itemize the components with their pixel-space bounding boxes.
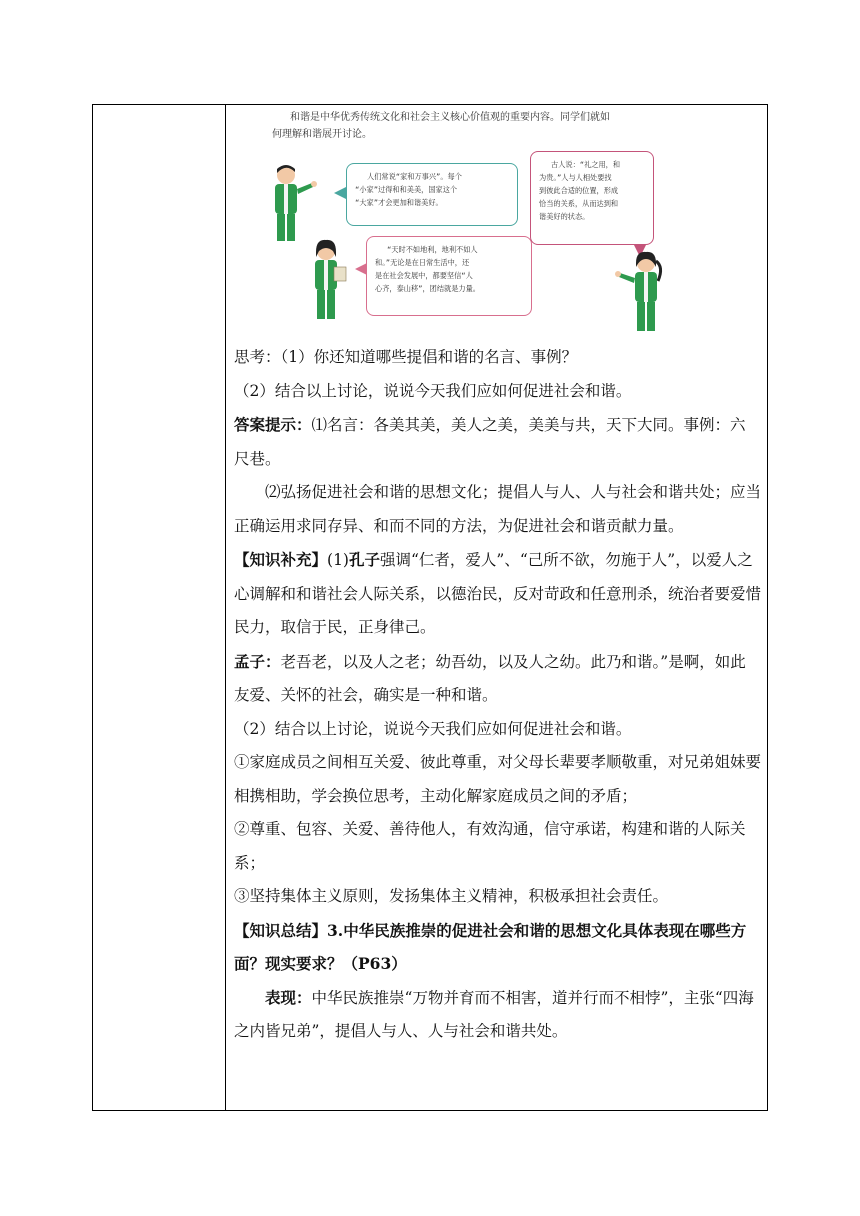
answer-part-2: ⑵弘扬促进社会和谐的思想文化；提倡人与人、人与社会和谐共处；应当正确运用求同存异、和而不同的方法，为促进社会和谐贡献力量。 bbox=[234, 483, 762, 535]
point-family: ①家庭成员之间相互关爱、彼此尊重，对父母长辈要孝顺敬重，对兄弟姐妹要相携相助，学会换位思考，主动化解家庭成员之间的矛盾； bbox=[234, 753, 762, 805]
content-table bbox=[92, 104, 768, 1111]
knowledge-summary bbox=[234, 914, 761, 981]
think-question-1: 思考：（1）你还知道哪些提倡和谐的名言、事例？ bbox=[234, 348, 578, 366]
mengzi-paragraph bbox=[234, 645, 761, 713]
supplement-label: 【知识补充】 bbox=[234, 550, 328, 569]
bubble-line: 是在社会发展中，都要坚信“人 bbox=[375, 271, 473, 280]
bubble-line: 人们常说“家和万事兴”。每个 bbox=[367, 172, 462, 181]
supplement-number: (1) bbox=[327, 551, 349, 569]
performance-paragraph bbox=[234, 981, 761, 1049]
supplement-question-2: （2）结合以上讨论，说说今天我们应如何促进社会和谐。 bbox=[234, 719, 632, 738]
answer-hint bbox=[234, 408, 761, 476]
boy-student-figure bbox=[266, 163, 342, 243]
mengzi-text: 老吾老，以及人之老；幼吾幼，以及人之幼。此乃和谐。”是啊，如此友爱、关怀的社会，确实是一种和谐。 bbox=[234, 652, 746, 704]
intro-line: 何理解和谐展开讨论。 bbox=[272, 129, 372, 140]
content-cell bbox=[234, 105, 761, 1049]
column-divider bbox=[225, 105, 226, 1110]
bubble-line: 和。”无论是在日常生活中，还 bbox=[375, 258, 470, 267]
point-collectivism: ③坚持集体主义原则，发扬集体主义精神，积极承担社会责任。 bbox=[234, 887, 669, 905]
intro-text bbox=[272, 109, 712, 143]
bubble-line: 谐美好的状态。 bbox=[539, 212, 590, 221]
summary-text: 3.中华民族推崇的促进社会和谐的思想文化具体表现在哪些方面？现实要求？（P63） bbox=[234, 920, 747, 973]
summary-label: 【知识总结】 bbox=[234, 920, 328, 940]
mengzi-label: 孟子： bbox=[234, 651, 281, 671]
kongzi-label: 孔子 bbox=[348, 550, 380, 569]
textbook-illustration bbox=[234, 105, 761, 341]
girl-reading-figure bbox=[304, 239, 360, 321]
performance-label: 表现： bbox=[265, 987, 312, 1007]
speech-bubble-family bbox=[346, 163, 518, 226]
bubble-line: 恰当的关系，从而达到和 bbox=[539, 199, 619, 208]
think-question-2: （2）结合以上讨论，说说今天我们应如何促进社会和谐。 bbox=[234, 381, 632, 400]
point-interpersonal: ②尊重、包容、关爱、善待他人，有效沟通，信守承诺，构建和谐的人际关系； bbox=[234, 820, 746, 872]
intro-line: 和谐是中华优秀传统文化和社会主义核心价值观的重要内容。同学们就如 bbox=[290, 112, 610, 123]
knowledge-supplement bbox=[234, 543, 761, 645]
bubble-line: “天时不如地利，地利不如人 bbox=[387, 245, 478, 254]
speech-bubble-courtesy bbox=[530, 151, 654, 245]
bubble-line: 为贵。”人与人相处要找 bbox=[539, 173, 612, 182]
lesson-content bbox=[234, 341, 761, 1049]
bubble-line: “小家”过得和和美美，国家这个 bbox=[355, 185, 458, 194]
bubble-tail bbox=[334, 187, 346, 199]
answer-label: 答案提示： bbox=[234, 415, 312, 434]
performance-text: 中华民族推崇“万物并育而不相害，道并行而不相悖”，主张“四海之内皆兄弟”，提倡人与人、人与社会和谐共处。 bbox=[234, 988, 754, 1040]
bubble-line: “大家”才会更加和谐美好。 bbox=[355, 198, 443, 207]
answer-part-1: ⑴名言：各美其美，美人之美，美美与共，天下大同。事例：六尺巷。 bbox=[234, 416, 746, 468]
speech-bubble-unity bbox=[366, 236, 532, 316]
girl-student-figure bbox=[612, 251, 672, 333]
bubble-line: 心齐，泰山移”，团结就是力量。 bbox=[375, 284, 480, 293]
bubble-line: 到彼此合适的位置，形成 bbox=[539, 186, 619, 195]
kongzi-text: 强调“仁者，爱人”、“己所不欲，勿施于人”，以爱人之心调解和和谐社会人际关系，以德治民，反对苛政和任意刑杀，统治者要爱惜民力，取信于民，正身律己。 bbox=[234, 551, 762, 636]
bubble-line: 古人说：“礼之用，和 bbox=[551, 160, 621, 169]
